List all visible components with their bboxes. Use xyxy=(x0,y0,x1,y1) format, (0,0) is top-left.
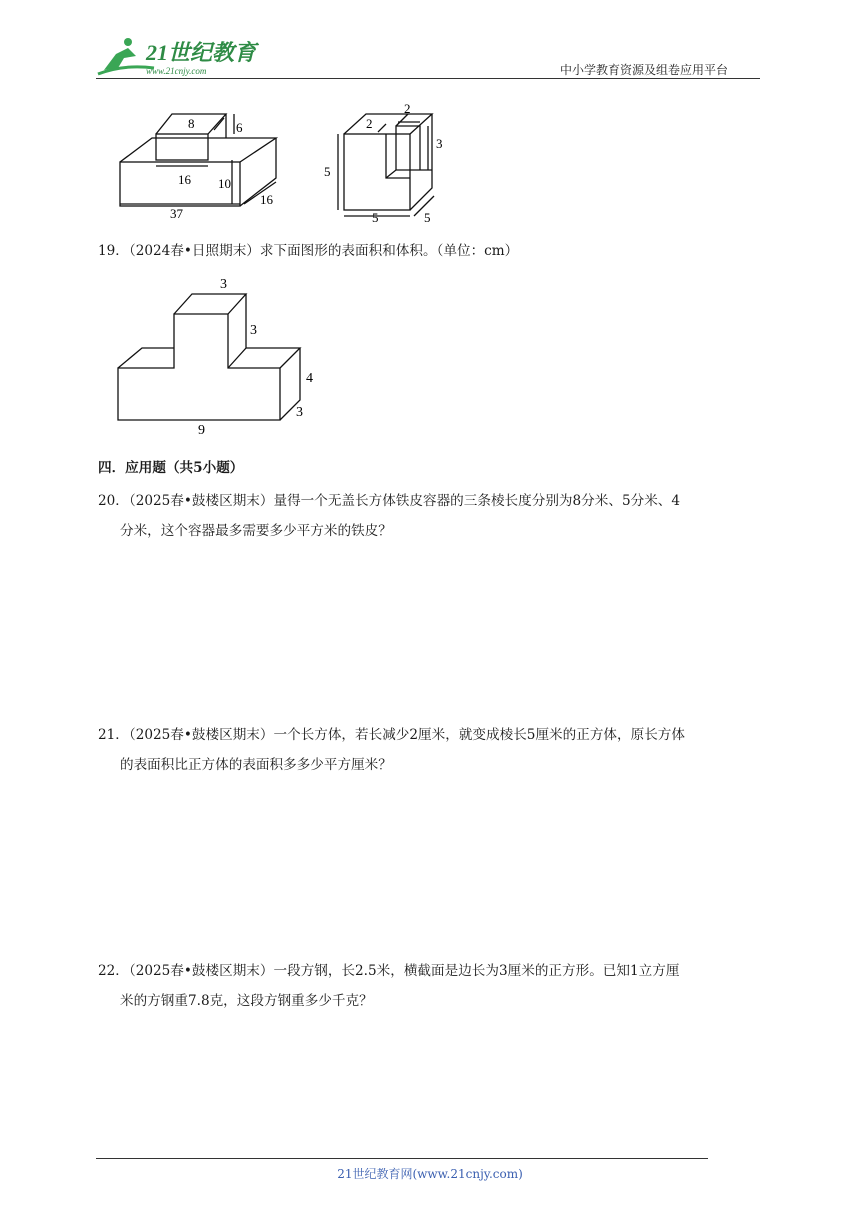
figure-b-notched-cube xyxy=(320,98,450,222)
fig-a-label-height-top: 6 xyxy=(236,120,243,135)
fig-a-label-depth-top: 8 xyxy=(188,116,195,131)
question-20-line1: （2025春•鼓楼区期末）量得一个无盖长方体铁皮容器的三条棱长度分别为8分米、5分米、4 xyxy=(128,493,681,509)
question-22-line2: 米的方钢重7.8克，这段方钢重多少千克？ xyxy=(120,993,373,1009)
fig-b-label-notch-height: 3 xyxy=(436,136,443,151)
figure-c-t-shaped-prism xyxy=(112,272,322,438)
footer-link[interactable]: 21世纪教育网(www.21cnjy.com) xyxy=(337,1167,523,1181)
section-heading: 四．应用题（共5小题） xyxy=(98,460,244,476)
fig-b-label-depth: 5 xyxy=(424,210,431,222)
fig-c-label-top-height: 3 xyxy=(250,323,257,338)
figure-a-stepped-prism xyxy=(114,100,284,220)
fig-a-label-width-top: 16 xyxy=(178,172,191,187)
fig-a-label-depth-base: 16 xyxy=(260,192,273,207)
fig-b-label-notch-width: 2 xyxy=(404,101,411,116)
logo-text: 21世纪教育 xyxy=(146,40,257,65)
question-21-line2: 的表面积比正方体的表面积多多少平方厘米？ xyxy=(120,757,392,773)
header-divider xyxy=(96,78,760,79)
fig-c-label-top-width: 3 xyxy=(220,277,227,292)
question-19-number: 19． xyxy=(98,243,129,259)
question-19-text: （2024春•日照期末）求下面图形的表面积和体积。（单位：cm） xyxy=(128,243,519,259)
question-20-number: 20． xyxy=(98,493,129,509)
fig-c-label-base-height: 4 xyxy=(306,371,313,386)
site-logo xyxy=(94,34,264,78)
fig-b-label-height: 5 xyxy=(324,164,331,179)
question-21-number: 21． xyxy=(98,727,129,743)
footer-divider xyxy=(96,1158,708,1159)
question-22-line1: （2025春•鼓楼区期末）一段方钢，长2.5米，横截面是边长为3厘米的正方形。已知1立方厘 xyxy=(128,963,680,979)
logo-url: www.21cnjy.com xyxy=(146,66,207,76)
question-21-line1: （2025春•鼓楼区期末）一个长方体，若长减少2厘米，就变成棱长5厘米的正方体，原长方体 xyxy=(128,727,685,743)
fig-a-label-length-base: 37 xyxy=(170,206,183,220)
question-22 xyxy=(98,956,768,1016)
question-19 xyxy=(98,236,768,266)
question-20 xyxy=(98,486,768,546)
question-22-number: 22． xyxy=(98,963,129,979)
question-20-line2: 分米，这个容器最多需要多少平方米的铁皮？ xyxy=(120,523,392,539)
fig-b-label-length: 5 xyxy=(372,210,379,222)
question-21 xyxy=(98,720,768,780)
fig-c-label-depth: 3 xyxy=(296,405,303,420)
header-platform-text: 中小学教育资源及组卷应用平台 xyxy=(560,63,729,77)
fig-a-label-height-base: 10 xyxy=(218,176,231,191)
fig-b-label-notch-depth: 2 xyxy=(366,116,373,131)
fig-c-label-base-length: 9 xyxy=(198,423,205,438)
